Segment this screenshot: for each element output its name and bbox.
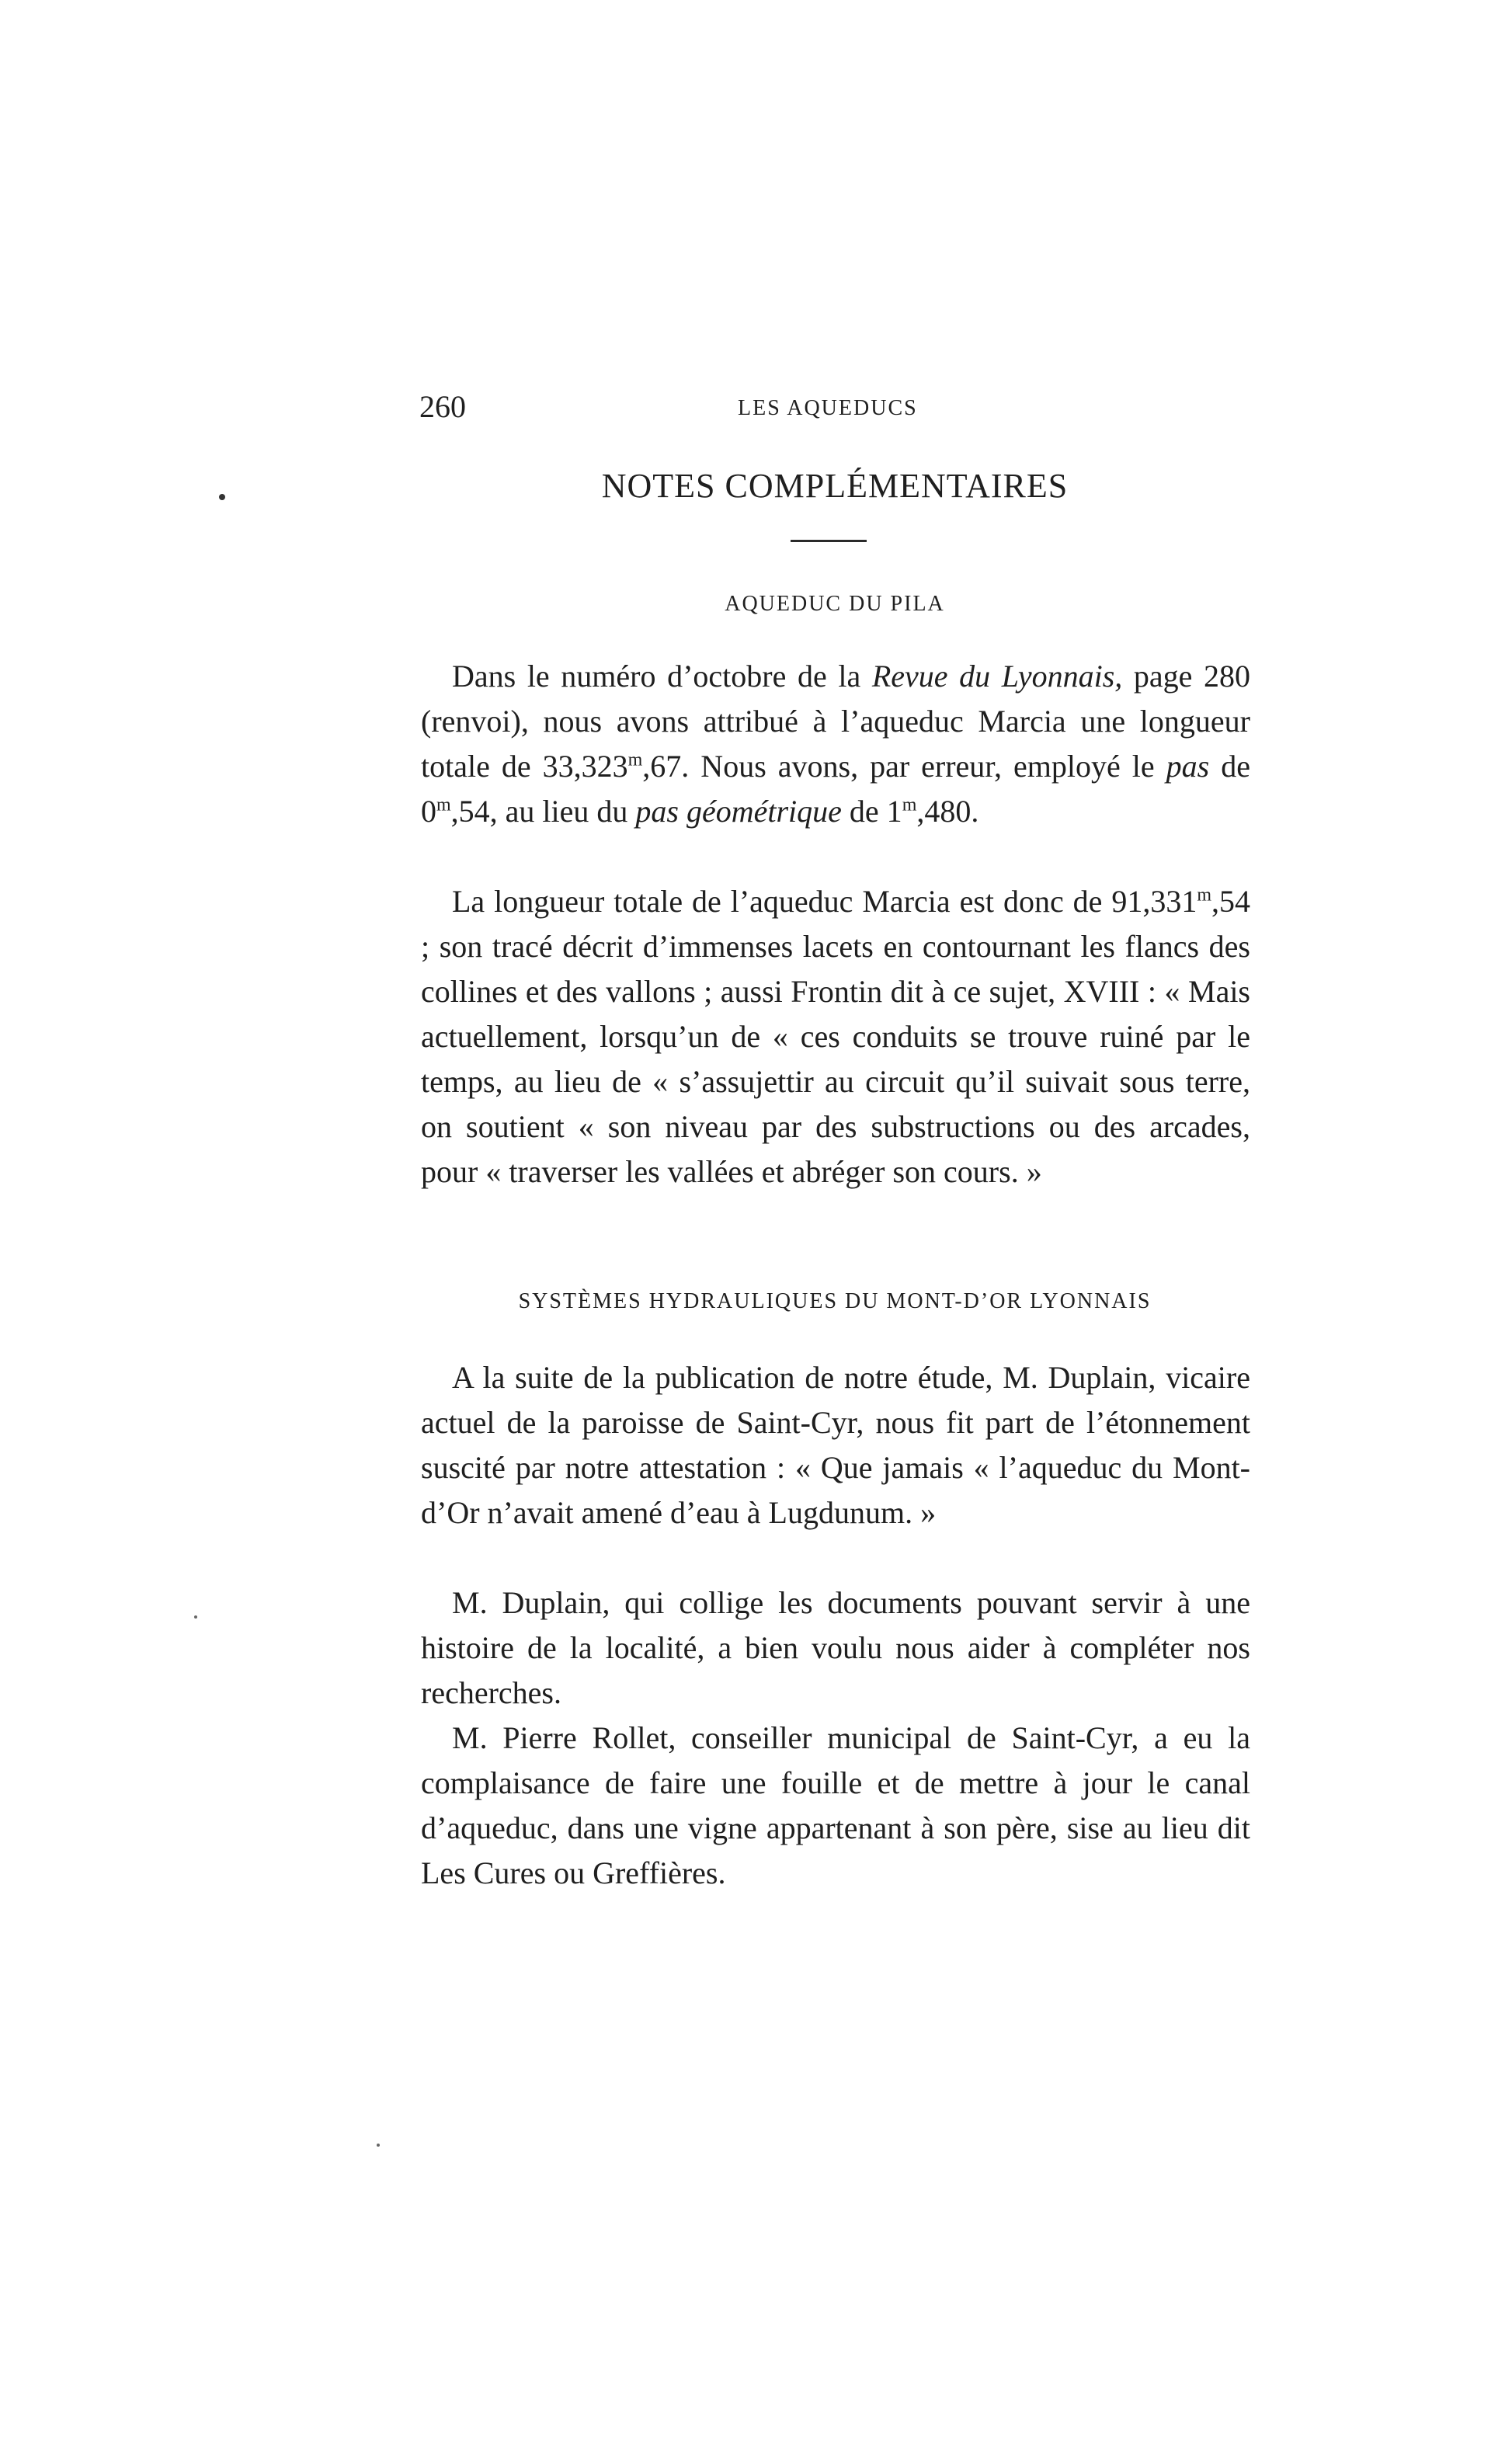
text-run: Dans le numéro d’octobre de la <box>452 659 872 694</box>
title-rule <box>791 540 867 542</box>
italic-run: pas géométrique <box>635 794 842 829</box>
section-heading: AQUEDUC DU PILA <box>725 592 945 616</box>
margin-ink-dot <box>219 494 225 500</box>
text-run: de 1 <box>841 794 902 829</box>
text-run: ,480. <box>916 794 979 829</box>
paragraph <box>421 1580 1250 1716</box>
italic-run: pas <box>1166 749 1210 784</box>
page-number: 260 <box>419 389 466 424</box>
text-run: de 0 <box>421 749 1250 829</box>
running-head: LES AQUEDUCS <box>738 396 918 420</box>
superscript-unit: m <box>627 749 643 770</box>
paragraph <box>421 879 1250 1194</box>
section-heading: SYSTÈMES HYDRAULIQUES DU MONT-D’OR LYONNAIS <box>518 1289 1152 1313</box>
text-run: M. Duplain, qui collige les documents pouvant servir à une histoire de la localité, a bien voulu nous aider à compléter nos recherches. <box>421 1585 1250 1710</box>
page-title: NOTES COMPLÉMENTAIRES <box>601 467 1069 505</box>
text-run: ,54 ; son tracé décrit d’immenses lacets en contournant les flancs des collines et des vallons ; aussi Frontin dit à ce sujet, XVIII : « Mais actuellement, lorsqu’un de « ces conduits se trouve ruiné par le temps, au lieu de « s’assujettir au circuit qu’il suivait sous terre, on soutient « son niveau par des substructions ou des arcades, pour « traverser les vallées et abréger son cours. » <box>421 884 1250 1189</box>
italic-run: Revue du Lyonnais, <box>871 659 1123 694</box>
paragraph <box>421 1716 1250 1896</box>
paragraph <box>421 1355 1250 1535</box>
superscript-unit: m <box>436 795 451 815</box>
text-run: La longueur totale de l’aqueduc Marcia est donc de 91,331 <box>452 884 1197 919</box>
margin-ink-speck <box>377 2144 380 2147</box>
text-run: page 280 (renvoi), nous avons attribué à l’aqueduc Marcia une longueur totale de 33,323 <box>421 659 1251 784</box>
text-run: A la suite de la publication de notre étude, M. Duplain, vicaire actuel de la paroisse de Saint-Cyr, nous fit part de l’étonnement suscité par notre attestation : « Que jamais « l’aqueduc du Mont-d’Or n’avait amené d’eau à Lugdunum. » <box>421 1360 1250 1530</box>
superscript-unit: m <box>902 795 917 815</box>
text-run: M. Pierre Rollet, conseiller municipal de Saint-Cyr, a eu la complaisance de faire une fouille et de mettre à jour le canal d’aqueduc, dans une vigne appartenant à son père, sise au lieu dit Les Cures ou Greffières. <box>421 1720 1250 1890</box>
margin-ink-speck <box>194 1615 197 1619</box>
paragraph <box>421 654 1250 834</box>
text-run: ,67. Nous avons, par erreur, employé le <box>642 749 1166 784</box>
superscript-unit: m <box>1197 885 1211 906</box>
text-run: ,54, au lieu du <box>450 794 636 829</box>
page-header <box>419 388 1250 427</box>
